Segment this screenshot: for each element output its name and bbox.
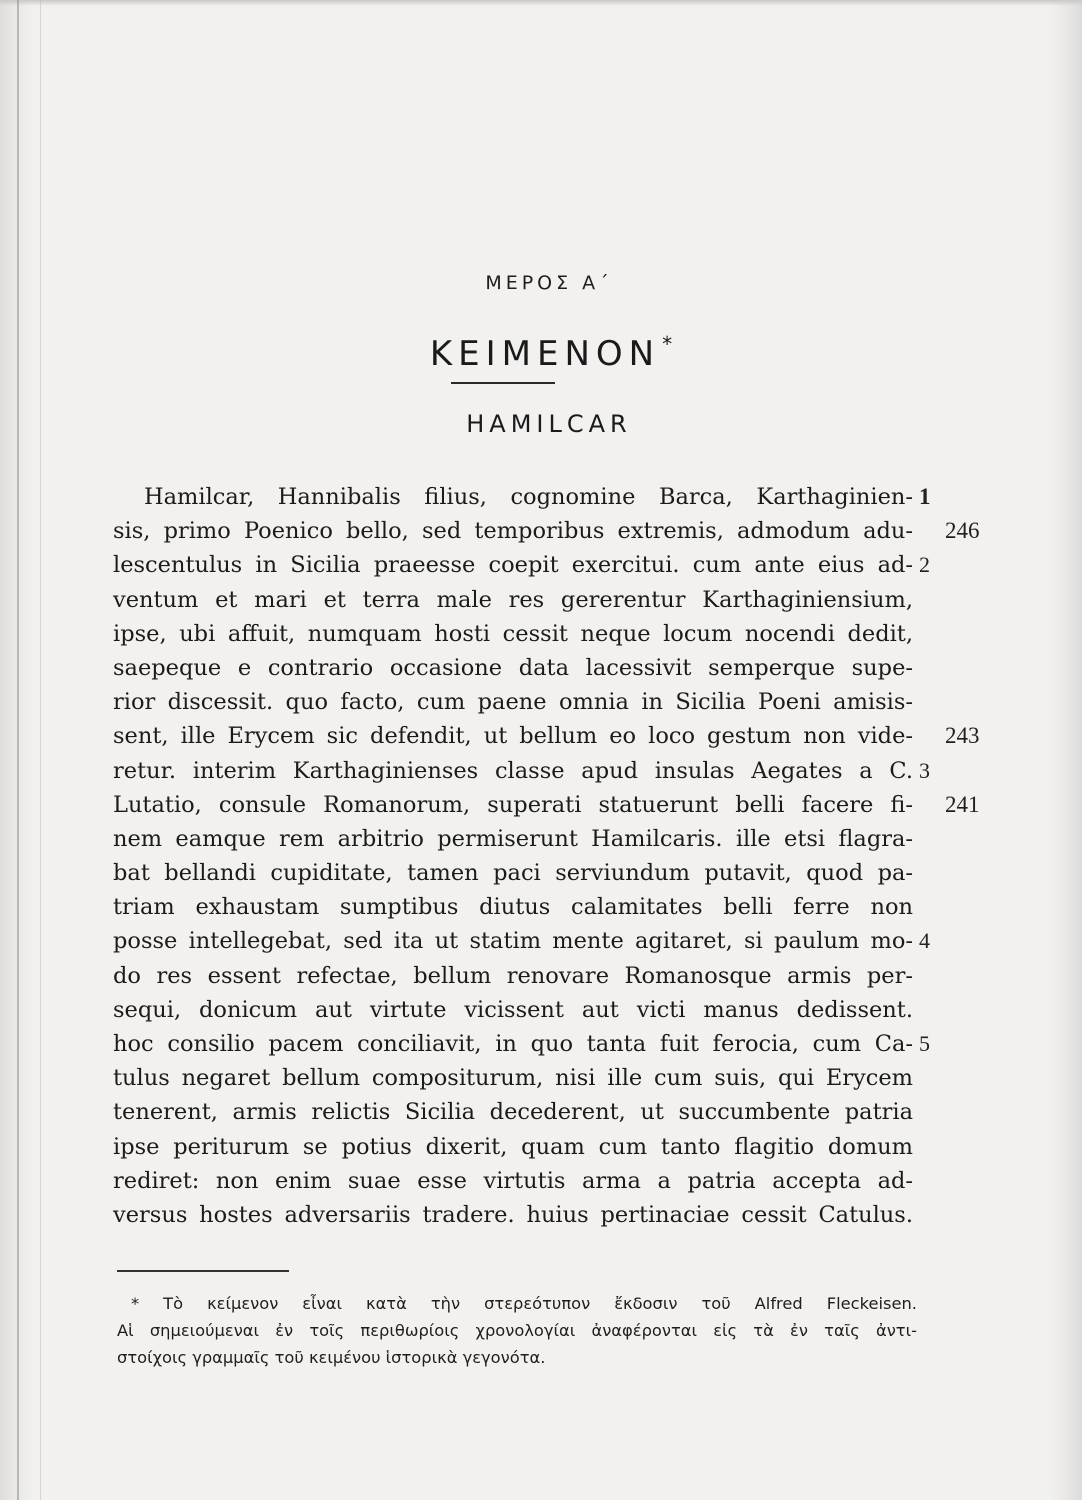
text-line bbox=[113, 788, 980, 822]
text-line bbox=[113, 617, 913, 651]
text-line bbox=[113, 480, 931, 514]
text-line bbox=[113, 1164, 913, 1198]
text-line bbox=[113, 890, 913, 924]
text-line-content: nem eamque rem arbitrio permiserunt Hamilcaris. ille etsi flagra- bbox=[113, 825, 913, 852]
footnote-marker: * bbox=[662, 332, 673, 356]
text-line-content: Hamilcar, Hannibalis filius, cognomine Barca, Karthaginien- bbox=[144, 484, 913, 510]
margin-year: 246 bbox=[945, 518, 980, 544]
text-line bbox=[113, 548, 930, 582]
text-line-content: ipse periturum se potius dixerit, quam cum tanto flagitio domum bbox=[113, 1133, 913, 1160]
text-line-content: tulus negaret bellum compositurum, nisi ille cum suis, qui Erycem bbox=[113, 1065, 913, 1092]
chapter-number: 5 bbox=[919, 1031, 930, 1056]
text-line-content: retur. interim Karthaginienses classe apud insulas Aegates a C. bbox=[113, 757, 913, 784]
text-line-content: rediret: non enim suae esse virtutis arma a patria accepta ad- bbox=[113, 1167, 913, 1194]
text-line bbox=[113, 1095, 913, 1129]
text-line-content: sis, primo Poenico bello, sed temporibus extremis, admodum adu- bbox=[113, 518, 913, 545]
margin-year: 241 bbox=[945, 791, 980, 817]
text-line-content: versus hostes adversariis tradere. huius pertinaciae cessit Catulus. bbox=[113, 1201, 913, 1228]
page-title bbox=[0, 322, 1082, 376]
text-line-content: bat bellandi cupiditate, tamen paci serviundum putavit, quod pa- bbox=[113, 860, 913, 887]
footnote-divider bbox=[117, 1270, 289, 1272]
text-line bbox=[113, 924, 930, 958]
text-line-content: Lutatio, consule Romanorum, superati statuerunt belli facere fi- bbox=[113, 791, 913, 818]
text-line-content: hoc consilio pacem conciliavit, in quo tanta fuit ferocia, cum Ca- bbox=[113, 1031, 913, 1057]
text-line bbox=[113, 959, 913, 993]
text-line bbox=[113, 1198, 913, 1232]
chapter-number: 1 bbox=[919, 484, 931, 509]
text-line bbox=[113, 856, 913, 890]
text-line bbox=[113, 719, 980, 753]
part-label: ΜΕΡΟΣ Α΄ bbox=[485, 272, 613, 294]
text-line bbox=[113, 685, 913, 719]
page-top-edge bbox=[0, 0, 1082, 6]
text-line bbox=[113, 822, 913, 856]
margin-year: 243 bbox=[945, 723, 980, 749]
latin-text-body bbox=[113, 480, 980, 1232]
text-line bbox=[113, 651, 913, 685]
text-line-content: saepeque e contrario occasione data lacessivit semperque supe- bbox=[113, 654, 913, 681]
text-line-content: ventum et mari et terra male res gererentur Karthaginiensium, bbox=[113, 586, 913, 613]
text-line bbox=[113, 514, 980, 548]
text-line bbox=[113, 1061, 913, 1095]
text-line-content: lescentulus in Sicilia praeesse coepit exercitui. cum ante eius ad- bbox=[113, 552, 913, 579]
text-line bbox=[113, 583, 913, 617]
text-line bbox=[113, 1130, 913, 1164]
chapter-number: 3 bbox=[919, 757, 930, 783]
chapter-number: 4 bbox=[919, 928, 930, 954]
page-title-text: KEIMENON bbox=[429, 334, 661, 374]
binding-gutter bbox=[17, 0, 19, 1500]
text-line-content: sent, ille Erycem sic defendit, ut bellum eo loco gestum non vide- bbox=[113, 723, 913, 750]
text-line-content: sequi, donicum aut virtute vicissent aut victi manus dedissent. bbox=[113, 996, 913, 1023]
text-line bbox=[113, 993, 913, 1027]
text-line-content: ipse, ubi affuit, numquam hosti cessit neque locum nocendi dedit, bbox=[113, 620, 913, 647]
text-line bbox=[113, 1027, 930, 1061]
section-title: HAMILCAR bbox=[466, 410, 632, 438]
text-line-content: posse intellegebat, sed ita ut statim mente agitaret, si paulum mo- bbox=[113, 928, 913, 955]
footnote-line: στοίχοις γραμμαῖς τοῦ κειμένου ἱστορικὰ γεγονότα. bbox=[117, 1348, 546, 1367]
text-line-content: do res essent refectae, bellum renovare Romanosque armis per- bbox=[113, 962, 913, 989]
binding-gutter-shadow bbox=[40, 0, 41, 1500]
text-line bbox=[113, 754, 930, 788]
text-line-content: triam exhaustam sumptibus diutus calamitates belli ferre non bbox=[113, 894, 913, 921]
footnote-line: * Τὸ κείμενον εἶναι κατὰ τὴν στερεότυπον ἔκδοσιν τοῦ Alfred Fleckeisen. bbox=[131, 1294, 917, 1313]
text-line-content: rior discessit. quo facto, cum paene omnia in Sicilia Poeni amisis- bbox=[113, 689, 913, 716]
chapter-number: 2 bbox=[919, 552, 930, 578]
text-line-content: tenerent, armis relictis Sicilia decederent, ut succumbente patria bbox=[113, 1099, 913, 1126]
footnote bbox=[117, 1290, 917, 1371]
footnote-line: Αἱ σημειούμεναι ἐν τοῖς περιθωρίοις χρονολογίαι ἀναφέρονται εἰς τὰ ἐν ταῖς ἀντι- bbox=[117, 1321, 917, 1340]
title-underline bbox=[451, 382, 555, 384]
